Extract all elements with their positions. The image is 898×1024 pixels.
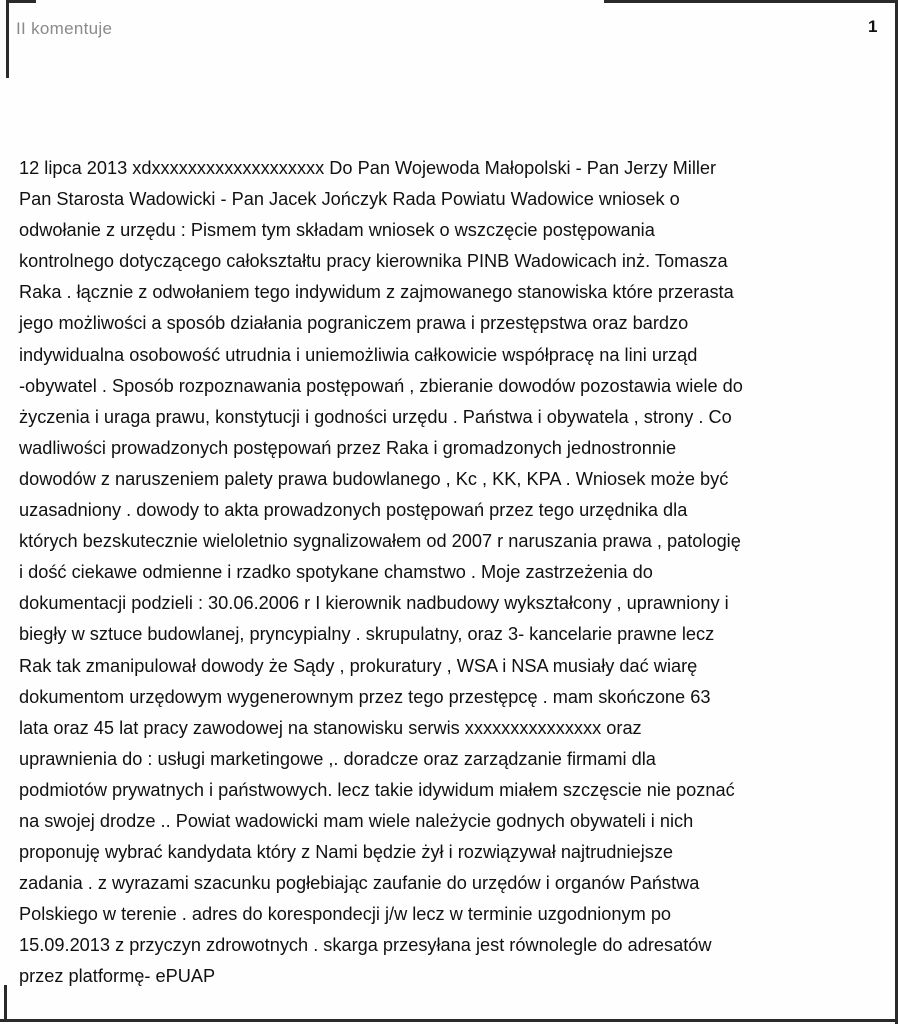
frame-border-bottom — [0, 1019, 898, 1022]
letter-line: życzenia i uraga prawu, konstytucji i godności urzędu . Państwa i obywatela , strony . Co — [19, 406, 732, 427]
letter-line: podmiotów prywatnych i państwowych. lecz takie idywidum miałem szczęscie nie poznać — [19, 779, 735, 800]
letter-line: Raka . łącznie z odwołaniem tego indywidum z zajmowanego stanowiska które przerasta — [19, 282, 734, 303]
letter-line: Pan Starosta Wadowicki - Pan Jacek Jończyk Rada Powiatu Wadowice wniosek o — [19, 189, 680, 210]
letter-line: wadliwości prowadzonych postępowań przez Raka i gromadzonych jednostronnie — [19, 437, 677, 458]
header-title: II komentuje — [16, 19, 113, 38]
letter-line: 12 lipca 2013 xdxxxxxxxxxxxxxxxxxxx Do Pan Wojewoda Małopolski - Pan Jerzy Miller — [19, 158, 717, 178]
letter-line: przez platformę- ePUAP — [19, 966, 216, 987]
letter-line: dokumentacji podzieli : 30.06.2006 r I kierownik nadbudowy wykształcony , uprawniony i — [19, 593, 729, 614]
frame-border-top-left — [6, 0, 36, 3]
letter-line: uzasadniony . dowody to akta prowadzonych postępowań przez tego urzędnika dla — [19, 500, 688, 521]
letter-line: biegły w sztuce budowlanej, pryncypialny . skrupulatny, oraz 3- kancelarie prawne lecz — [19, 624, 715, 645]
letter-line: kontrolnego dotyczącego całokształtu pracy kierownika PINB Wadowicach inż. Tomasza — [19, 251, 728, 272]
letter-line: -obywatel . Sposób rozpoznawania postępowań , zbieranie dowodów pozostawia wiele do — [19, 375, 743, 396]
page-number: 1 — [868, 17, 878, 36]
frame-border-left — [6, 0, 9, 78]
letter-line: zadania . z wyrazami szacunku pogłebiając zaufanie do urzędów i organów Państwa — [19, 873, 700, 894]
letter-line: i dość ciekawe odmienne i rzadko spotykane chamstwo . Moje zastrzeżenia do — [19, 562, 653, 583]
letter-line: proponuję wybrać kandydata który z Nami będzie żył i rozwiązywał najtrudniejsze — [19, 842, 674, 863]
letter-line: dokumentom urzędowym wygenerownym przez tego przestępcę . mam skończone 63 — [19, 686, 711, 707]
frame-border-top-right — [604, 0, 898, 3]
letter-line: 15.09.2013 z przyczyn zdrowotnych . skarga przesyłana jest równolegle do adresatów — [19, 935, 712, 956]
letter-line: na swojej drodze .. Powiat wadowicki mam wiele należycie godnych obywateli i nich — [19, 810, 694, 831]
letter-body — [19, 153, 884, 993]
letter-line: uprawnienia do : usługi marketingowe ,. doradcze oraz zarządzanie firmami dla — [19, 748, 656, 769]
frame-border-bottom-left — [4, 985, 7, 1021]
letter-line: lata oraz 45 lat pracy zawodowej na stanowisku serwis xxxxxxxxxxxxxxx oraz — [19, 717, 642, 738]
letter-line: odwołanie z urzędu : Pismem tym składam wniosek o wszczęcie postępowania — [19, 220, 655, 241]
letter-line: dowodów z naruszeniem palety prawa budowlanego , Kc , KK, KPA . Wniosek może być — [19, 468, 729, 489]
letter-line: jego możliwości a sposób działania pograniczem prawa i przestępstwa oraz bardzo — [19, 313, 689, 334]
letter-line: Polskiego w terenie . adres do korespondecji j/w lecz w terminie uzgodnionym po — [19, 904, 672, 925]
letter-line: których bezskutecznie wieloletnio sygnalizowałem od 2007 r naruszania prawa , patologię — [19, 531, 741, 552]
letter-line: Rak tak zmanipulował dowody że Sądy , prokuratury , WSA i NSA musiały dać wiarę — [19, 655, 698, 676]
letter-line: indywidualna osobowość utrudnia i uniemożliwia całkowicie współpracę na lini urząd — [19, 344, 698, 365]
